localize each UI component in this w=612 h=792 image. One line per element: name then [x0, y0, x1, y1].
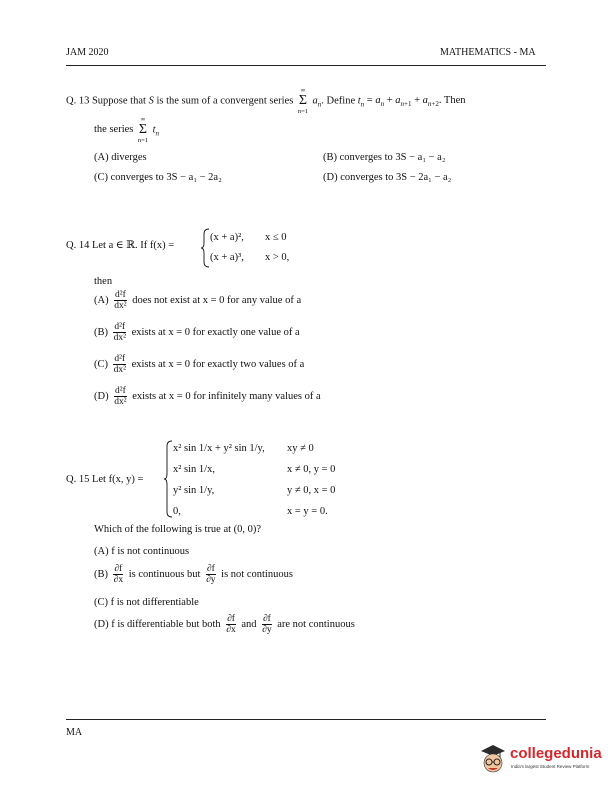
- q14-text: Let a ∈ ℝ. If f(x) =: [91, 240, 175, 251]
- q15-option-d: (D) f is differentiable but both $\frac{\partial f}{\partial x}$ and $\frac{\partial f}{\partial y}$ are not continuous: [94, 614, 355, 635]
- q15-option-b: (B) $\frac{\partial f}{\partial x}$ is continuous but $\frac{\partial f}{\partial y}$ is not continuous: [94, 564, 293, 585]
- q15-case4-expr: 0,: [173, 506, 181, 517]
- q14-line1: [66, 240, 174, 252]
- sum-top: ∞: [300, 87, 306, 94]
- q13-the-series: the series: [94, 124, 134, 136]
- q13-option-a: (A) diverges: [94, 152, 147, 163]
- q13-line1: Q. 13 Suppose that S is the sum of a convergent series ∞ Σ n=1 $a_n$. Define $t_n = a_n + a_{n+1} + a_{n+2}$. Then: [66, 87, 466, 116]
- mascot-icon: [478, 741, 508, 775]
- q13-def-rhs: = $a_n + a_{n+1} + a_{n+2}$. Then: [366, 95, 466, 109]
- header-right: MATHEMATICS - MA: [440, 47, 536, 58]
- q13-an: a: [312, 95, 318, 107]
- brand-tagline: India's largest Student Review Platform: [511, 764, 590, 769]
- header-left: JAM 2020: [66, 47, 109, 58]
- q15-case2-cond: x ≠ 0, y = 0: [287, 464, 336, 475]
- q14-case1: (x + a)²,: [210, 232, 244, 243]
- header-rule: [66, 65, 546, 66]
- q14-cond1: x ≤ 0: [265, 232, 287, 243]
- footer-left: MA: [66, 727, 83, 738]
- q13-tn: t: [357, 95, 361, 107]
- q14-option-c: (C) $\frac{\text{d²f}}{\text{dx²}}$ exists at x = 0 for exactly two values of a: [94, 354, 305, 375]
- q13-option-b: (B) converges to 3S − a₁ − a₂: [323, 152, 446, 163]
- q15-line1: [66, 474, 143, 486]
- q15-case2-expr: x² sin 1/x,: [173, 464, 215, 475]
- q13-option-d: (D) converges to 3S − 2a₁ − a₂: [323, 172, 452, 183]
- q15-case4-cond: x = y = 0.: [287, 506, 328, 517]
- q13-label: Q. 13: [66, 95, 90, 107]
- q14-option-d: (D) $\frac{\text{d²f}}{\text{dx²}}$ exists at x = 0 for infinitely many values of a: [94, 386, 321, 407]
- q15-case1-expr: x² sin 1/x + y² sin 1/y,: [173, 443, 265, 454]
- q15-case1-cond: xy ≠ 0: [287, 443, 314, 454]
- q13-option-c: (C) converges to 3S − a₁ − 2a₂: [94, 172, 222, 183]
- q15-which: Which of the following is true at (0, 0)?: [94, 524, 262, 535]
- brand-logo: [478, 741, 608, 781]
- q13-sum-symbol: ∞ Σ n=1: [297, 87, 308, 116]
- q13-sum-symbol-2: ∞ Σ n=1: [137, 116, 149, 145]
- q14-then: then: [94, 276, 113, 287]
- q13-text2: is the sum of a convergent series: [156, 95, 294, 107]
- q14-case2: (x + a)³,: [210, 252, 244, 263]
- sum-bottom: n=1: [297, 108, 308, 116]
- footer-rule: [66, 719, 546, 720]
- q14-option-b: (B) $\frac{\text{d²f}}{\text{dx²}}$ exists at x = 0 for exactly one value of a: [94, 322, 300, 343]
- q15-case3-cond: y ≠ 0, x = 0: [287, 485, 336, 496]
- q15-option-c: (C) f is not differentiable: [94, 597, 199, 608]
- q15-label: Q. 15: [66, 474, 90, 485]
- brand-name: collegedunia: [510, 745, 602, 762]
- q14-label: Q. 14: [66, 240, 90, 251]
- q15-text: Let f(x, y) =: [91, 474, 144, 485]
- q15-option-a: (A) f is not continuous: [94, 546, 190, 557]
- q13-line2: the series ∞ Σ n=1 $t_n$: [94, 116, 160, 145]
- q15-case3-expr: y² sin 1/y,: [173, 485, 215, 496]
- q13-text1: Suppose that: [91, 95, 146, 107]
- q14-option-a: (A) $\frac{\text{d²f}}{\text{dx²}}$ does not exist at x = 0 for any value of a: [94, 290, 302, 311]
- q13-S: S: [148, 95, 154, 107]
- q14-cond2: x > 0,: [265, 252, 290, 263]
- q13-define: . Define: [321, 95, 356, 107]
